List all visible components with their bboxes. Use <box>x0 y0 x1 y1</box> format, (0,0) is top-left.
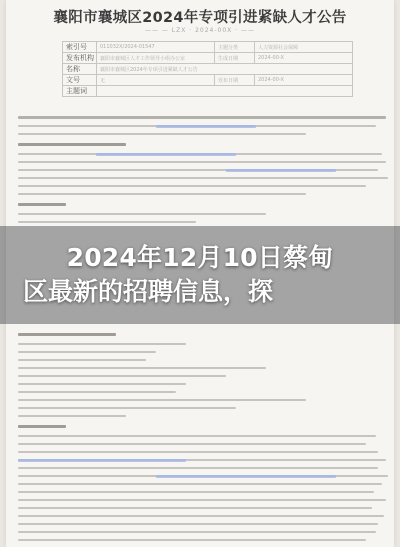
blurred-text-line <box>18 333 116 336</box>
blurred-text-line <box>18 116 386 119</box>
blurred-text-line <box>18 515 384 517</box>
meta-label: 文号 <box>63 75 97 86</box>
blurred-text-line <box>18 391 176 393</box>
meta-row <box>63 53 353 64</box>
blurred-text-line <box>18 451 378 453</box>
meta-row <box>63 75 353 86</box>
blurred-text-line <box>18 221 196 223</box>
headline-line-2: 区最新的招聘信息，探 <box>23 277 274 306</box>
blurred-text-line <box>18 425 66 428</box>
blurred-text-line <box>18 415 126 417</box>
blurred-text-line <box>18 143 126 146</box>
blurred-text-line <box>18 367 266 369</box>
blurred-text-line <box>18 539 366 541</box>
blurred-text-line <box>18 133 306 135</box>
meta-label: 发布日期 <box>215 75 255 86</box>
blurred-text-line <box>18 351 156 353</box>
blurred-text-line <box>18 435 376 437</box>
blurred-text-line <box>18 359 146 361</box>
meta-value: 人力资源社会保障 <box>255 42 353 53</box>
meta-value: 襄阳市襄城区2024年专项引进紧缺人才公告 <box>97 64 353 75</box>
blurred-text-line <box>18 213 266 215</box>
meta-value: 襄阳市襄城区人才工作领导小组办公室 <box>97 53 215 64</box>
highlighted-text-line <box>96 153 236 156</box>
highlighted-text-line <box>156 125 256 128</box>
meta-row <box>63 64 353 75</box>
highlighted-text-line <box>226 169 336 172</box>
document-meta-line: —— — LZX · 2024-00X · —— <box>144 27 255 34</box>
blurred-text-line <box>18 507 372 509</box>
highlighted-text-line <box>156 475 336 478</box>
meta-value: 011032X/2024-01547 <box>97 42 215 53</box>
blurred-text-line <box>18 185 366 187</box>
blurred-text-line <box>18 399 306 401</box>
meta-row <box>63 86 353 97</box>
blurred-text-line <box>18 523 378 525</box>
headline-line-1: 2024年12月10日蔡甸 <box>66 243 334 272</box>
meta-value: 2024-00-X <box>255 75 353 86</box>
meta-label: 名称 <box>63 64 97 75</box>
document-title: 襄阳市襄城区2024年专项引进紧缺人才公告 <box>53 10 347 26</box>
meta-label: 索引号 <box>63 42 97 53</box>
blurred-text-line <box>18 491 374 493</box>
blurred-text-line <box>18 177 388 179</box>
blurred-text-line <box>18 193 306 195</box>
meta-label: 主题词 <box>63 86 97 97</box>
blurred-text-line <box>18 407 236 409</box>
blurred-text-line <box>18 483 382 485</box>
meta-value <box>97 86 353 97</box>
meta-value: 2024-00-X <box>255 53 353 64</box>
meta-value: 无 <box>97 75 215 86</box>
blurred-text-line <box>18 383 186 385</box>
meta-label: 生成日期 <box>215 53 255 64</box>
blurred-text-line <box>18 375 226 377</box>
meta-row <box>63 42 353 53</box>
blurred-text-line <box>18 499 386 501</box>
highlighted-text-line <box>18 459 186 462</box>
blurred-text-line <box>18 467 378 469</box>
document-meta-table <box>62 41 353 97</box>
blurred-text-line <box>18 443 366 445</box>
blurred-text-line <box>18 161 386 163</box>
blurred-text-line <box>18 531 376 533</box>
blurred-text-line <box>18 203 66 206</box>
meta-label: 发布机构 <box>63 53 97 64</box>
blurred-text-line <box>18 343 186 345</box>
meta-label: 主题分类 <box>215 42 255 53</box>
